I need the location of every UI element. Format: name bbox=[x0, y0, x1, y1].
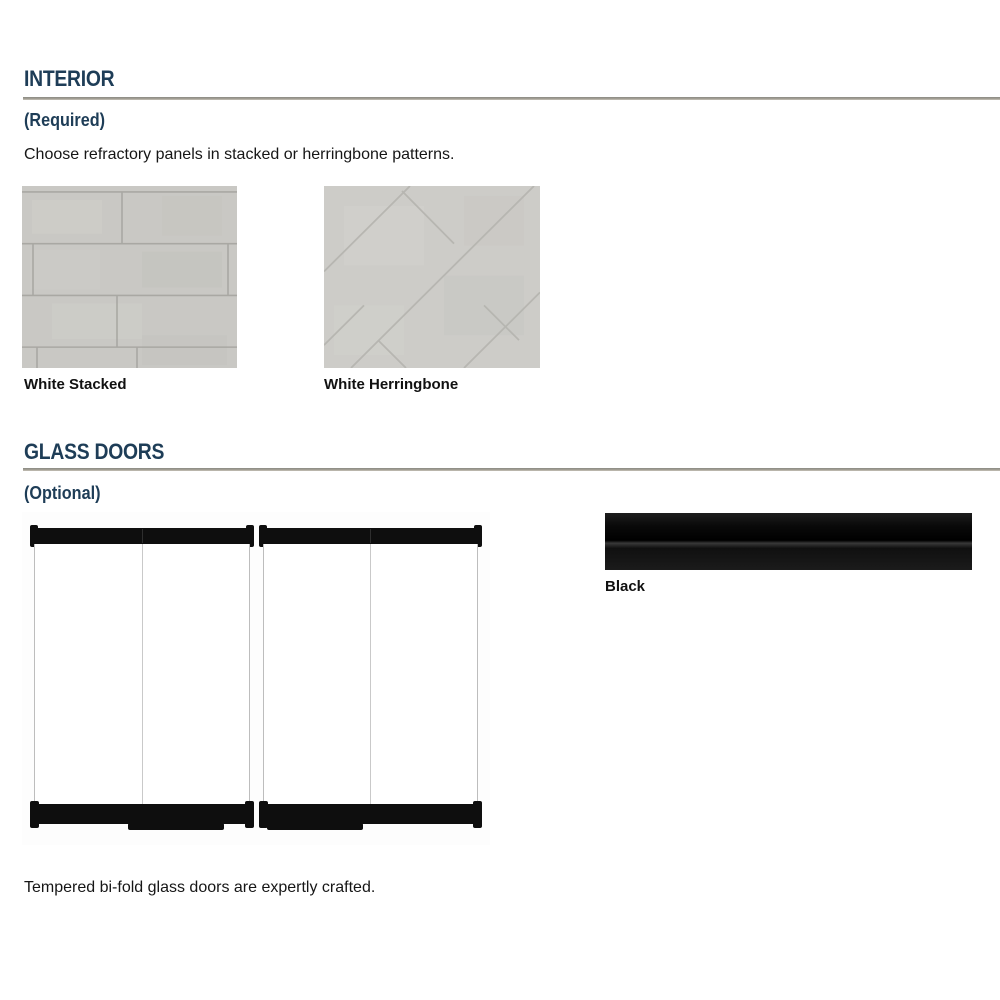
door-top-rail bbox=[32, 528, 252, 544]
glass-door-unit-left bbox=[32, 528, 252, 830]
glass-door-unit-right bbox=[261, 528, 481, 830]
door-glass-panels bbox=[263, 544, 479, 804]
door-handle bbox=[128, 823, 224, 830]
white-herringbone-label: White Herringbone bbox=[324, 376, 459, 393]
black-finish-label: Black bbox=[605, 578, 646, 595]
interior-section-title: INTERIOR bbox=[24, 66, 115, 91]
glass-doors-section-divider bbox=[23, 468, 1000, 471]
door-bottom-rail bbox=[261, 804, 481, 824]
door-top-rail bbox=[261, 528, 481, 544]
glass-doors-requirement-label: (Optional) bbox=[24, 483, 101, 503]
black-finish-swatch-image bbox=[605, 513, 972, 570]
glass-doors-description: Tempered bi-fold glass doors are expertly crafted. bbox=[24, 879, 376, 896]
interior-requirement-label: (Required) bbox=[24, 110, 105, 130]
white-stacked-label: White Stacked bbox=[24, 376, 127, 393]
door-handle bbox=[267, 823, 363, 830]
white-herringbone-swatch-image bbox=[324, 186, 540, 368]
interior-description: Choose refractory panels in stacked or herringbone patterns. bbox=[24, 146, 455, 163]
door-glass-panels bbox=[34, 544, 250, 804]
white-stacked-swatch-image bbox=[22, 186, 237, 368]
glass-doors-section-title: GLASS DOORS bbox=[24, 439, 165, 464]
bi-fold-glass-doors-image bbox=[22, 512, 490, 845]
door-bottom-rail bbox=[32, 804, 252, 824]
interior-section-divider bbox=[23, 97, 1000, 100]
